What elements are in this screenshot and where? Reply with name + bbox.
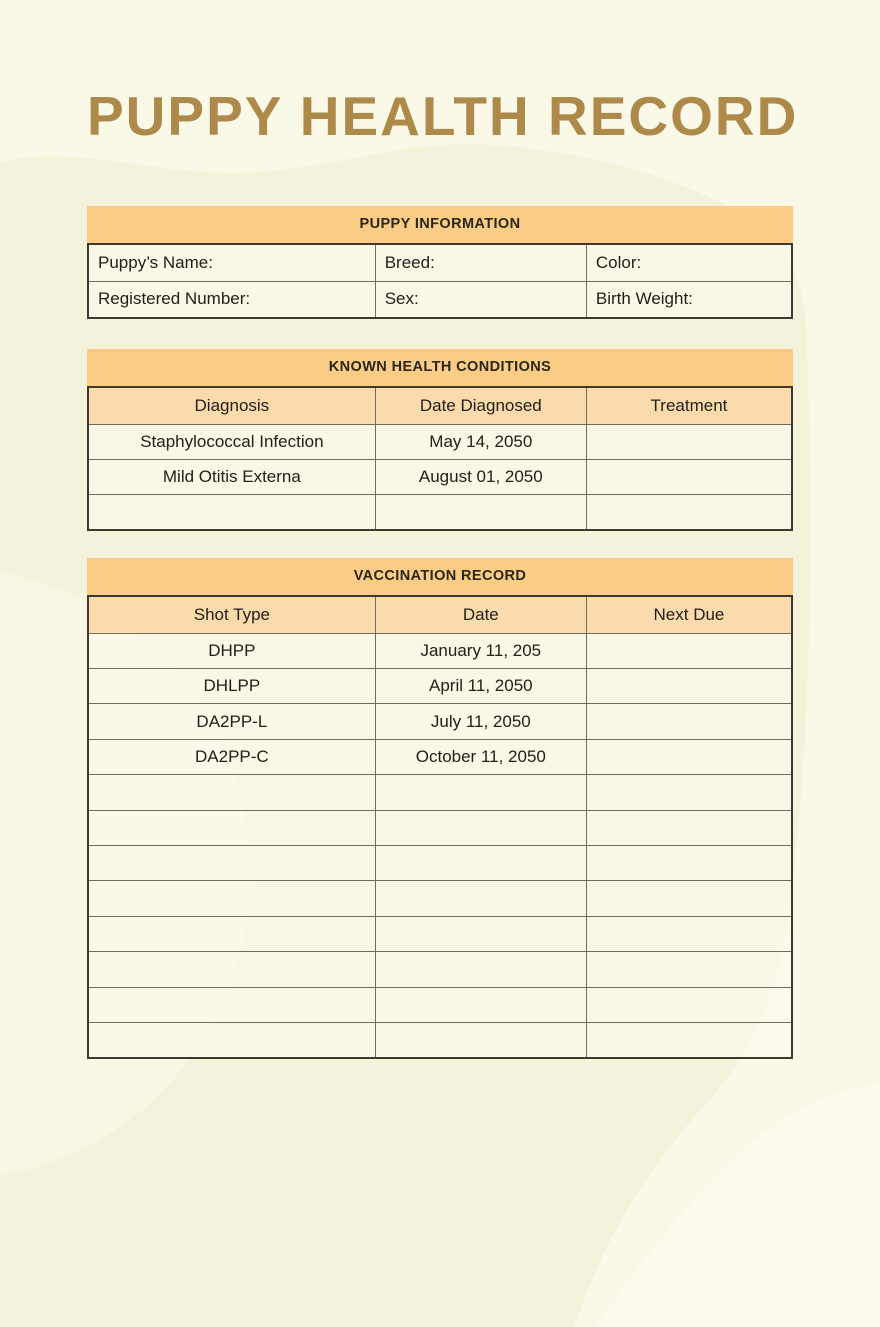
table-row	[88, 952, 792, 987]
cell-date	[375, 1022, 586, 1057]
cell-diagnosis	[88, 495, 375, 530]
cell-next-due	[586, 916, 792, 951]
table-row	[88, 987, 792, 1022]
cell-date	[375, 987, 586, 1022]
vaccination-record-table	[87, 595, 793, 1059]
table-row	[88, 846, 792, 881]
cell-treatment	[586, 424, 792, 459]
info-cell-puppys-name: Puppy’s Name:	[88, 244, 375, 281]
cell-date	[375, 810, 586, 845]
cell-shot-type	[88, 916, 375, 951]
info-cell-sex: Sex:	[375, 281, 586, 318]
cell-date: January 11, 205	[375, 633, 586, 668]
cell-date	[375, 952, 586, 987]
table-row	[88, 916, 792, 951]
info-cell-breed: Breed:	[375, 244, 586, 281]
column-header-diagnosis: Diagnosis	[88, 387, 375, 424]
cell-shot-type	[88, 846, 375, 881]
column-header-shot-type: Shot Type	[88, 596, 375, 633]
cell-shot-type: DA2PP-L	[88, 704, 375, 739]
table-row	[88, 881, 792, 916]
info-cell-birth-weight: Birth Weight:	[586, 281, 792, 318]
info-cell-color: Color:	[586, 244, 792, 281]
table-header-row	[88, 596, 792, 633]
info-cell-registered-number: Registered Number:	[88, 281, 375, 318]
cell-shot-type	[88, 810, 375, 845]
cell-shot-type: DA2PP-C	[88, 739, 375, 774]
cell-next-due	[586, 704, 792, 739]
table-row	[88, 633, 792, 668]
table-row	[88, 424, 792, 459]
cell-date: October 11, 2050	[375, 739, 586, 774]
table-row	[88, 281, 792, 318]
table-header-row	[88, 387, 792, 424]
cell-shot-type: DHPP	[88, 633, 375, 668]
table-row	[88, 739, 792, 774]
cell-next-due	[586, 846, 792, 881]
cell-shot-type	[88, 952, 375, 987]
cell-date: April 11, 2050	[375, 669, 586, 704]
table-row	[88, 810, 792, 845]
page-title: PUPPY HEALTH RECORD	[87, 85, 799, 147]
cell-date: August 01, 2050	[375, 459, 586, 494]
cell-shot-type	[88, 1022, 375, 1057]
cell-date: May 14, 2050	[375, 424, 586, 459]
cell-shot-type	[88, 987, 375, 1022]
cell-date: July 11, 2050	[375, 704, 586, 739]
table-row	[88, 1022, 792, 1057]
cell-next-due	[586, 669, 792, 704]
cell-next-due	[586, 881, 792, 916]
cell-next-due	[586, 1022, 792, 1057]
table-row	[88, 775, 792, 810]
cell-date	[375, 881, 586, 916]
cell-next-due	[586, 633, 792, 668]
cell-next-due	[586, 739, 792, 774]
known-health-conditions-table	[87, 386, 793, 531]
table-row	[88, 495, 792, 530]
cell-shot-type	[88, 881, 375, 916]
table-row	[88, 669, 792, 704]
cell-next-due	[586, 810, 792, 845]
cell-diagnosis: Mild Otitis Externa	[88, 459, 375, 494]
known-health-conditions-header: KNOWN HEALTH CONDITIONS	[87, 349, 793, 386]
column-header-treatment: Treatment	[586, 387, 792, 424]
puppy-information-section	[87, 206, 793, 319]
cell-next-due	[586, 987, 792, 1022]
cell-date	[375, 916, 586, 951]
puppy-information-header: PUPPY INFORMATION	[87, 206, 793, 243]
column-header-date: Date	[375, 596, 586, 633]
cell-shot-type	[88, 775, 375, 810]
vaccination-record-header: VACCINATION RECORD	[87, 558, 793, 595]
cell-date	[375, 846, 586, 881]
document-page	[87, 84, 799, 1059]
table-row	[88, 459, 792, 494]
known-health-conditions-section	[87, 349, 793, 531]
column-header-next-due: Next Due	[586, 596, 792, 633]
vaccination-record-section	[87, 558, 793, 1059]
cell-shot-type: DHLPP	[88, 669, 375, 704]
cell-next-due	[586, 952, 792, 987]
cell-treatment	[586, 459, 792, 494]
column-header-date-diagnosed: Date Diagnosed	[375, 387, 586, 424]
cell-diagnosis: Staphylococcal Infection	[88, 424, 375, 459]
cell-date	[375, 495, 586, 530]
table-row	[88, 704, 792, 739]
puppy-information-table	[87, 243, 793, 319]
table-row	[88, 244, 792, 281]
cell-treatment	[586, 495, 792, 530]
cell-next-due	[586, 775, 792, 810]
cell-date	[375, 775, 586, 810]
